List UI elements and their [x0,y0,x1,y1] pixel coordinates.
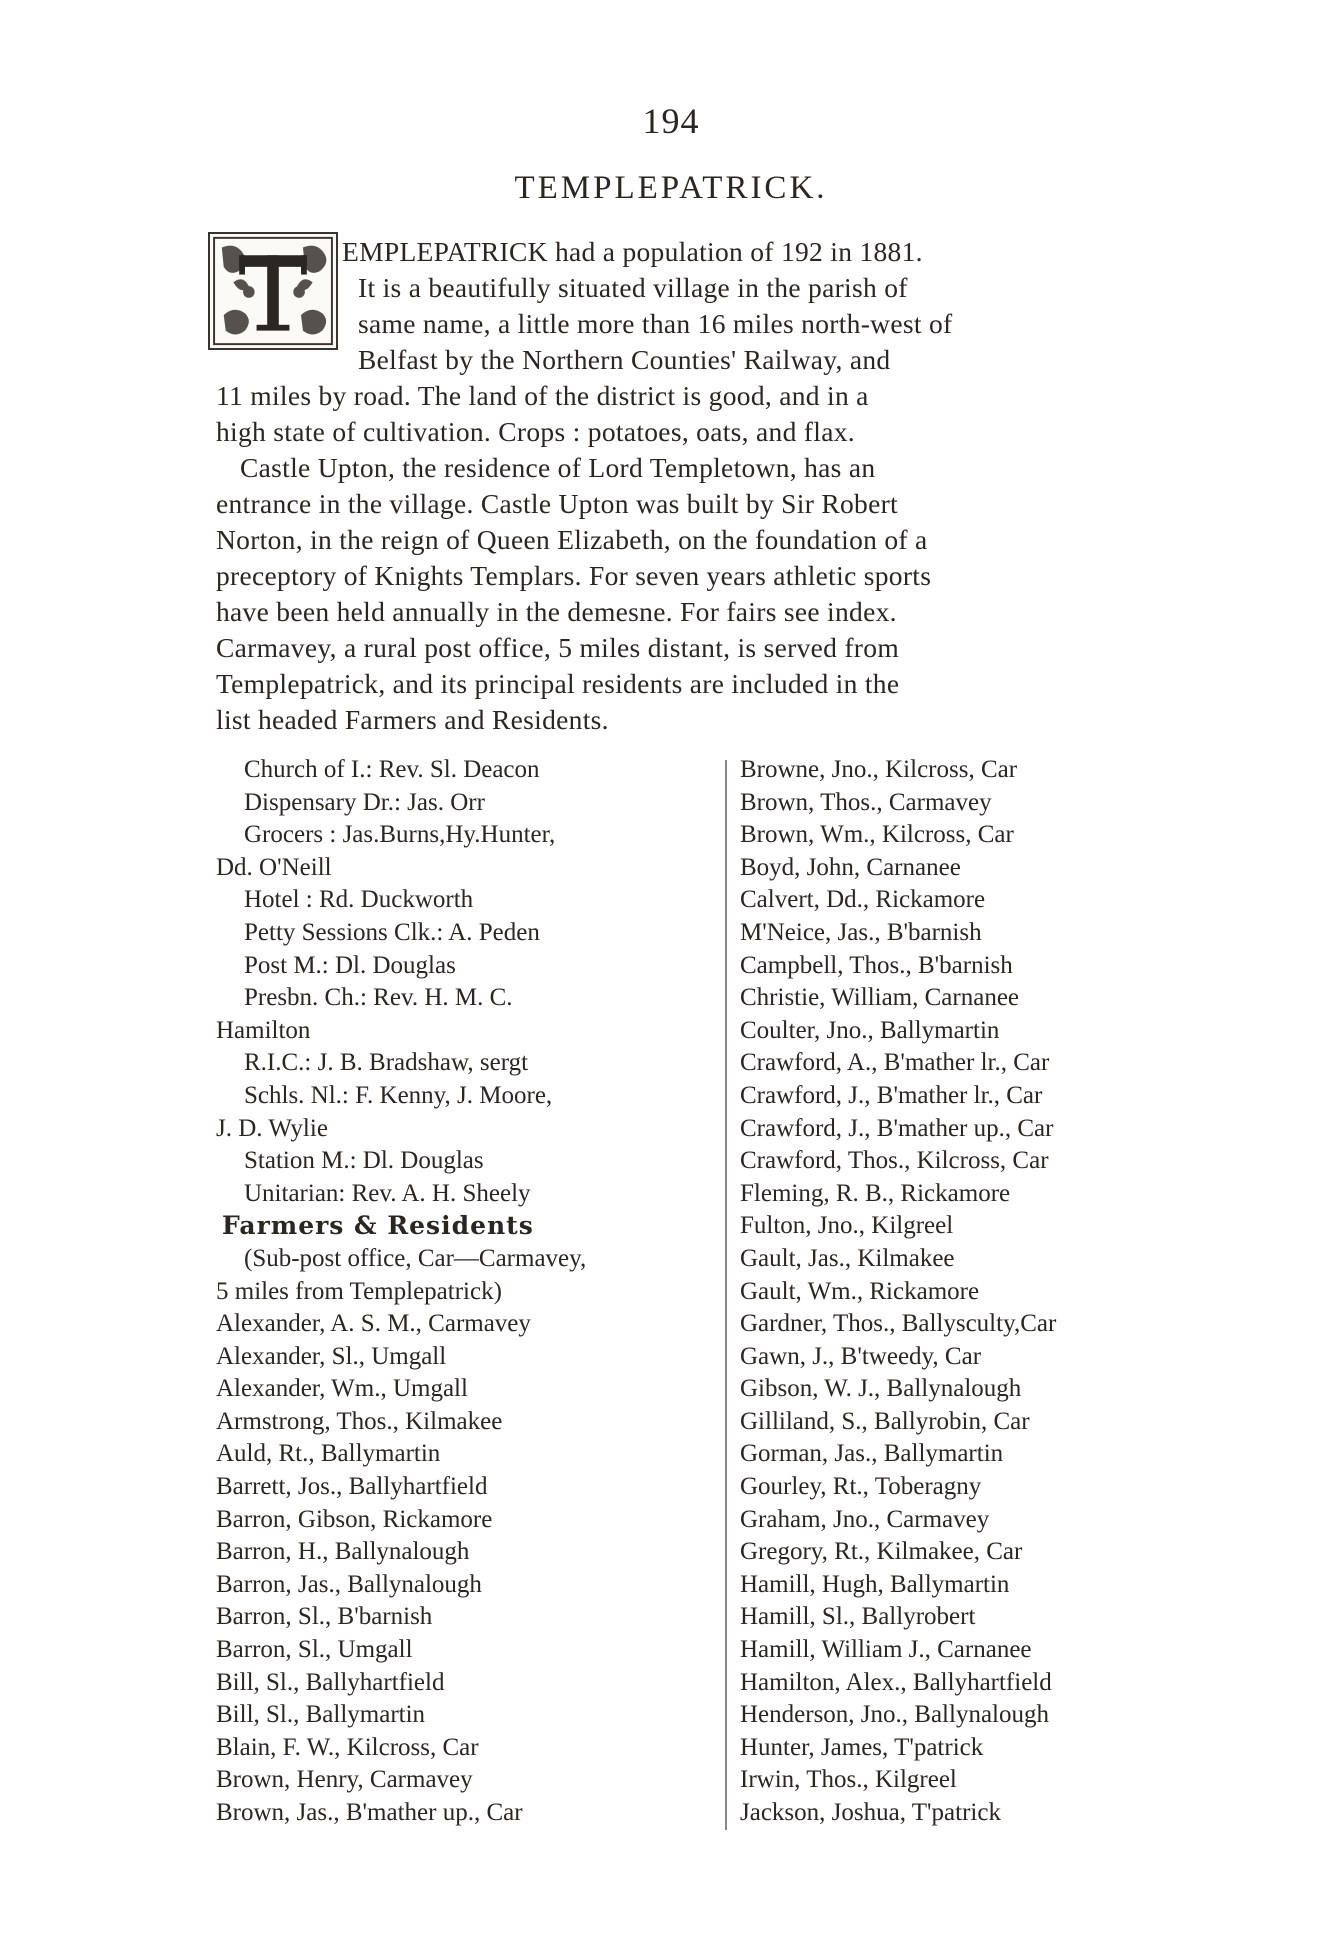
intro-line: preceptory of Knights Templars. For seven years athletic sports [216,560,932,591]
directory-entry: Gardner, Thos., Ballysculty,Car [740,1310,1057,1338]
directory-entry: Gault, Jas., Kilmakee [740,1244,955,1272]
directory-entry: Crawford, J., B'mather up., Car [740,1114,1054,1142]
directory-entry: Church of I.: Rev. Sl. Deacon [244,756,540,783]
directory-entry: Dd. O'Neill [216,853,332,881]
directory-entry: Jackson, Joshua, T'patrick [740,1799,1001,1826]
directory-left-column [216,754,716,1830]
directory-entry: Calvert, Dd., Rickamore [740,886,986,914]
directory-entry: Hamilton, Alex., Ballyhartfield [740,1668,1052,1696]
directory-entry: Crawford, Thos., Kilcross, Car [740,1147,1049,1175]
directory-entry: Barron, Jas., Ballynalough [216,1570,482,1598]
intro-line: high state of cultivation. Crops : potatoes, oats, and flax. [216,416,855,447]
directory-entry: Brown, Thos., Carmavey [740,788,992,816]
intro-line: same name, a little more than 16 miles north-west of [358,308,953,339]
directory-entry: Hunter, James, T'patrick [740,1733,984,1761]
directory-entry: Barron, H., Ballynalough [216,1538,470,1566]
directory-entry: Crawford, J., B'mather lr., Car [740,1081,1043,1109]
directory-entry: Barron, Sl., B'barnish [216,1603,433,1631]
directory-entry: Gourley, Rt., Toberagny [740,1473,982,1501]
directory-entry: Hotel : Rd. Duckworth [244,886,474,914]
intro-line: list headed Farmers and Residents. [216,704,609,735]
directory-entry: Fulton, Jno., Kilgreel [740,1212,954,1240]
dropcap-ornament-icon [210,234,336,348]
page-title: TEMPLEPATRICK. [514,170,828,206]
directory-entry: Unitarian: Rev. A. H. Sheely [244,1179,531,1207]
directory-entry: Gorman, Jas., Ballymartin [740,1440,1004,1468]
section-heading: Farmers & Residents [222,1211,534,1241]
directory-entry: Hamill, William J., Carnanee [740,1636,1032,1664]
directory-entry: 5 miles from Templepatrick) [216,1277,502,1305]
directory-entry: Campbell, Thos., B'barnish [740,951,1013,979]
directory-entry: Bill, Sl., Ballymartin [216,1701,426,1729]
directory-entry: Henderson, Jno., Ballynalough [740,1701,1049,1729]
directory-entry: Boyd, John, Carnanee [740,853,961,881]
directory-entry: Fleming, R. B., Rickamore [740,1179,1011,1207]
directory-entry: Armstrong, Thos., Kilmakee [216,1407,503,1435]
directory-entry: Alexander, A. S. M., Carmavey [216,1310,531,1338]
directory-entry: Christie, William, Carnanee [740,984,1020,1012]
directory-entry: R.I.C.: J. B. Bradshaw, sergt [244,1049,529,1077]
directory-entry: Hamilton [216,1016,311,1044]
directory-entry: Schls. Nl.: F. Kenny, J. Moore, [244,1081,553,1109]
directory-entry: Brown, Wm., Kilcross, Car [740,821,1014,849]
directory-entry: Grocers : Jas.Burns,Hy.Hunter, [244,821,556,849]
intro-line: Belfast by the Northern Counties' Railway, and [358,344,891,375]
intro-line: Castle Upton, the residence of Lord Templetown, has an [240,452,876,483]
directory-entry: Gawn, J., B'tweedy, Car [740,1342,982,1370]
directory-entry: Post M.: Dl. Douglas [244,951,456,979]
intro-line: Carmavey, a rural post office, 5 miles distant, is served from [216,632,900,663]
directory-entry: Alexander, Wm., Umgall [216,1375,468,1403]
intro-line: 11 miles by road. The land of the district is good, and in a [216,380,869,411]
directory-entry: Crawford, A., B'mather lr., Car [740,1049,1050,1077]
intro-line: Norton, in the reign of Queen Elizabeth, on the foundation of a [216,524,928,555]
directory-entry: Hamill, Sl., Ballyrobert [740,1603,976,1631]
directory-entry: (Sub-post office, Car—Carmavey, [244,1244,587,1272]
column-divider [725,760,727,1830]
directory-entry: Presbn. Ch.: Rev. H. M. C. [244,984,513,1012]
intro-line: EMPLEPATRICK had a population of 192 in 1881. [342,236,923,267]
intro-line: Templepatrick, and its principal residents are included in the [216,668,900,699]
directory-entry: Gregory, Rt., Kilmakee, Car [740,1538,1023,1566]
directory-entry: Barron, Gibson, Rickamore [216,1505,493,1533]
directory-entry: Auld, Rt., Ballymartin [216,1440,441,1468]
directory-entry: Barrett, Jos., Ballyhartfield [216,1473,488,1501]
directory-entry: Brown, Jas., B'mather up., Car [216,1799,523,1826]
directory-entry: Gibson, W. J., Ballynalough [740,1375,1022,1403]
directory-entry: Brown, Henry, Carmavey [216,1766,473,1794]
directory-entry: Station M.: Dl. Douglas [244,1147,484,1175]
directory-entry: M'Neice, Jas., B'barnish [740,918,982,946]
directory-entry: Gilliland, S., Ballyrobin, Car [740,1407,1030,1435]
directory-entry: Alexander, Sl., Umgall [216,1342,447,1370]
directory-entry: Bill, Sl., Ballyhartfield [216,1668,445,1696]
directory-right-column [740,754,1220,1830]
directory-entry: Graham, Jno., Carmavey [740,1505,990,1533]
intro-line: have been held annually in the demesne. For fairs see index. [216,596,897,627]
directory-entry: Coulter, Jno., Ballymartin [740,1016,1000,1044]
directory-entry: Petty Sessions Clk.: A. Peden [244,918,540,946]
directory-entry: Hamill, Hugh, Ballymartin [740,1570,1010,1598]
directory-entry: Browne, Jno., Kilcross, Car [740,756,1018,783]
directory-entry: Dispensary Dr.: Jas. Orr [244,788,485,816]
ornamental-dropcap-t [208,232,338,350]
directory-entry: Gault, Wm., Rickamore [740,1277,980,1305]
page-number: 194 [642,101,700,141]
directory-entry: J. D. Wylie [216,1114,328,1142]
directory-entry: Blain, F. W., Kilcross, Car [216,1733,479,1761]
intro-line: It is a beautifully situated village in the parish of [358,272,908,303]
directory-entry: Barron, Sl., Umgall [216,1636,413,1664]
directory-entry: Irwin, Thos., Kilgreel [740,1766,957,1794]
intro-line: entrance in the village. Castle Upton was built by Sir Robert [216,488,898,519]
